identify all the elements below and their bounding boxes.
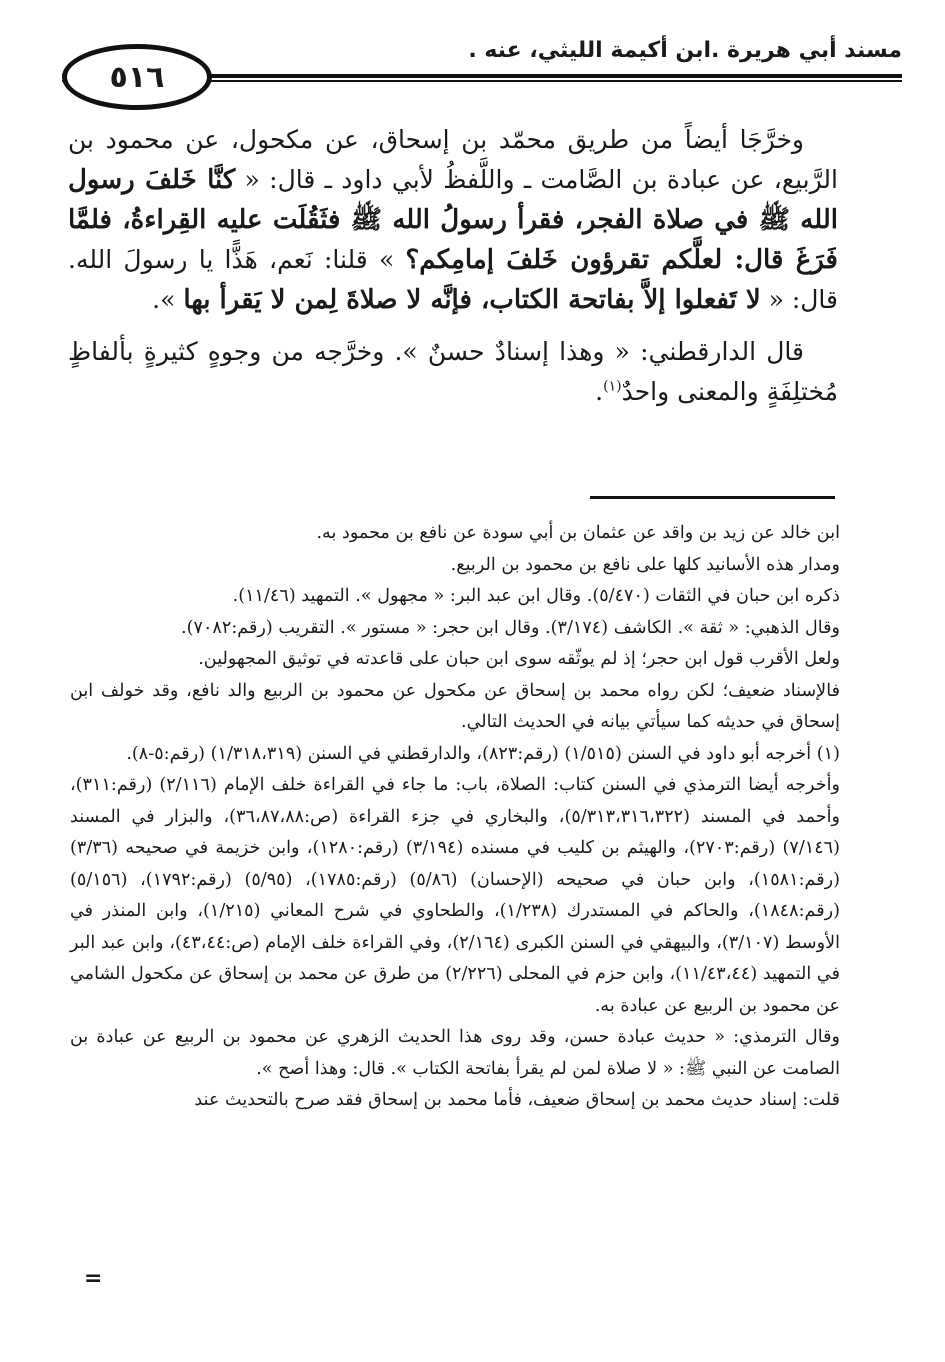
main-paragraph-1 (68, 120, 838, 320)
footnotes (70, 518, 840, 1117)
footnote-marker[interactable]: (١) (603, 378, 622, 395)
footnote-1 (70, 739, 840, 771)
paragraph-1-part-3: ». (152, 285, 184, 314)
footnote-line: ابن خالد عن زيد بن واقد عن عثمان بن أبي سودة عن نافع بن محمود به. (316, 523, 840, 543)
page-number: ٥١٦ (109, 59, 165, 95)
hadith-text-2: لا تَفعلوا إلاَّ بفاتحة الكتاب، فإنَّه لا صلاةَ لِمن لا يَقرأ بها (183, 285, 761, 315)
page-number-frame (62, 44, 212, 110)
paragraph-2-end: . (595, 377, 604, 406)
main-paragraph-2 (68, 332, 838, 412)
footnote-line: ولعل الأقرب قول ابن حجر؛ إذ لم يوثّقه سوى ابن حبان على قاعدته في توثيق المجهولين. (198, 649, 840, 669)
footnote-line: فالإسناد ضعيف؛ لكن رواه محمد بن إسحاق عن مكحول عن محمود بن الربيع والد نافع، وقد خولف ابن إسحاق في حديثه كما سيأتي بيانه في الحديث التالي. (70, 680, 840, 732)
footnote-line: وقال الذهبي: « ثقة ». الكاشف (٣/١٧٤). وقال ابن حجر: « مستور ». التقريب (رقم:٧٠٨٢). (181, 617, 840, 638)
paragraph-2-text: قال الدارقطني: « وهذا إسنادٌ حسنٌ ». وخرَّجه من وجوهٍ كثيرةٍ بألفاظٍ مُختلِفَةٍ والمعنى واحدٌ (68, 337, 838, 406)
footnote-1-last-line: قلت: إسناد حديث محمد بن إسحاق ضعيف، فأما محمد بن إسحاق فقد صرح بالتحديث عند (194, 1090, 840, 1110)
paragraph-1-part-1: وخرَّجَا أيضاً من طريق محمّد بن إسحاق، عن مكحول، عن محمود بن الرَّبيع، عن عبادة بن الصَّامت ـ واللَّفظُ لأبي داود ـ قال: « (68, 125, 838, 194)
running-title: مسند أبي هريرة .ابن أكيمة الليثي، عنه . (458, 38, 902, 63)
page-header (62, 30, 902, 110)
footnote-1-tirmidhi: وقال الترمذي: « حديث عبادة حسن، وقد روى هذا الحديث الزهري عن محمود بن الربيع عن عبادة بن الصامت عن النبي ﷺ: « لا صلاة لمن لم يقرأ بفاتحة الكتاب ». قال: وهذا أصح ». (70, 1027, 840, 1079)
continuation-mark: = (84, 1266, 103, 1291)
footnote-separator (590, 496, 835, 499)
paragraph-1-part-2: » قلنا: نَعم، هَذًّا يا رسولَ الله. قال: « (68, 245, 838, 314)
footnote-1-marker: (١) (816, 743, 840, 764)
footnote-1-body: وأخرجه أيضا الترمذي في السنن كتاب: الصلاة، باب: ما جاء في القراءة خلف الإمام (٢/١١٦) (رقم:٣١١)، وأحمد في المسند (٥/٣١٣،٣١٦،٣٢٢)، والبخاري في جزء القراءة (ص:٣٦،٨٧،٨٨)، والبزار في المسند (٧/١٤٦) (رقم:٢٧٠٣)، والهيثم بن كليب في مسنده (٣/١٩٤) (رقم:١٢٨٠)، وابن خزيمة في صحيحه (٣/٣٦) (رقم:١٥٨١)، وابن حبان في صحيحه (الإحسان) (٥/٨٦) (رقم:١٧٨٥)، (٥/٩٥) (رقم:١٧٩٢)، (٥/١٥٦) (رقم:١٨٤٨)، والحاكم في المستدرك (١/٢٣٨)، والطحاوي في شرح المعاني (١/٢١٥)، وابن المنذر في الأوسط (٣/١٠٧)، والبيهقي في السنن الكبرى (٢/١٦٤)، وفي القراءة خلف الإمام (ص:٤٣،٤٤)، وابن عبد البر في التمهيد (١١/٤٣،٤٤)، وابن حزم في المحلى (٢/٢٢٦) من طرق عن محمد بن إسحاق عن مكحول الشامي عن محمود بن الربيع عن عبادة به. (70, 775, 841, 1016)
main-text (68, 120, 838, 412)
footnote-line: ذكره ابن حبان في الثقات (٥/٤٧٠). وقال ابن عبد البر: « مجهول ». التمهيد (١١/٤٦). (232, 586, 840, 606)
footnote-1-line-1: أخرجه أبو داود في السنن (١/٥١٥) (رقم:٨٢٣)، والدارقطني في السنن (١/٣١٨،٣١٩) (رقم:٥-٨). (126, 743, 812, 764)
footnote-line: ومدار هذه الأسانيد كلها على نافع بن محمود بن الربيع. (450, 554, 840, 575)
hadith-text-1: كنَّا خَلفَ رسول الله ﷺ في صلاة الفجر، فقرأ رسولُ الله ﷺ فثَقُلَت عليه القِراءةُ، فلمَّا فَرَغَ قال: لعلَّكم تقرؤون خَلفَ إمامِكم؟ (68, 165, 838, 275)
